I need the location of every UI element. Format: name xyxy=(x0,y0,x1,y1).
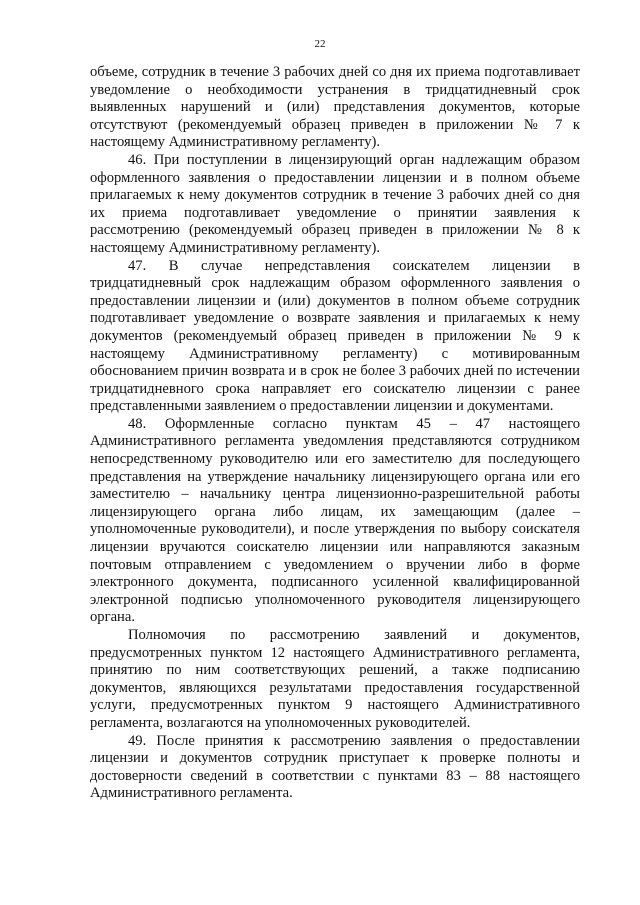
paragraph-continuation: объеме, сотрудник в течение 3 рабочих дней со дня их приема подготавливает уведомление о необходимости устранения в тридцатидневный срок выявленных нарушений и (или) представления документов, которые отсутствуют (рекомендуемый образец приведен в приложении № 7 к настоящему Административному регламенту). xyxy=(90,64,580,151)
paragraph-48: 48. Оформленные согласно пунктам 45 – 47 настоящего Административного регламента уведомления представляются сотрудником непосредственному руководителю или его заместителю для последующего представления на утверждение начальнику лицензирующего органа или его заместителю – начальнику центра лицензионно-разрешительной работы лицензирующего органа либо лицам, их замещающим (далее – уполномоченные руководители), и после утверждения по выбору соискателя лицензии вручаются соискателю лицензии или направляются заказным почтовым отправлением с уведомлением о вручении либо в форме электронного документа, подписанного усиленной квалифицированной электронной подписью уполномоченного руководителя лицензирующего органа. xyxy=(90,415,580,626)
paragraph-powers: Полномочия по рассмотрению заявлений и документов, предусмотренных пунктом 12 настоящего Административного регламента, принятию по ним соответствующих решений, а также подписанию документов, являющихся результатами предоставления государственной услуги, предусмотренных пунктом 9 настоящего Административного регламента, возлагаются на уполномоченных руководителей. xyxy=(90,627,580,731)
page-number: 22 xyxy=(314,38,326,50)
paragraph-47: 47. В случае непредставления соискателем лицензии в тридцатидневный срок надлежащим образом оформленного заявления о предоставлении лицензии и (или) документов в полном объеме сотрудник подготавливает уведомление о возврате заявления и прилагаемых к нему документов (рекомендуемый образец приведен в приложении № 9 к настоящему Административному регламенту) с мотивированным обоснованием причин возврата и в срок не более 3 рабочих дней по истечении тридцатидневного срока направляет его соискателю лицензии с ранее представленными заявлением о предоставлении лицензии и документами. xyxy=(90,257,580,415)
document-body xyxy=(90,64,580,803)
paragraph-46: 46. При поступлении в лицензирующий орган надлежащим образом оформленного заявления о предоставлении лицензии и в полном объеме прилагаемых к нему документов сотрудник в течение 3 рабочих дней со дня их приема подготавливает уведомление о принятии заявления к рассмотрению (рекомендуемый образец приведен в приложении № 8 к настоящему Административному регламенту). xyxy=(90,151,580,256)
paragraph-49: 49. После принятия к рассмотрению заявления о предоставлении лицензии и документов сотрудник приступает к проверке полноты и достоверности сведений в соответствии с пунктами 83 – 88 настоящего Административного регламента. xyxy=(90,732,580,802)
